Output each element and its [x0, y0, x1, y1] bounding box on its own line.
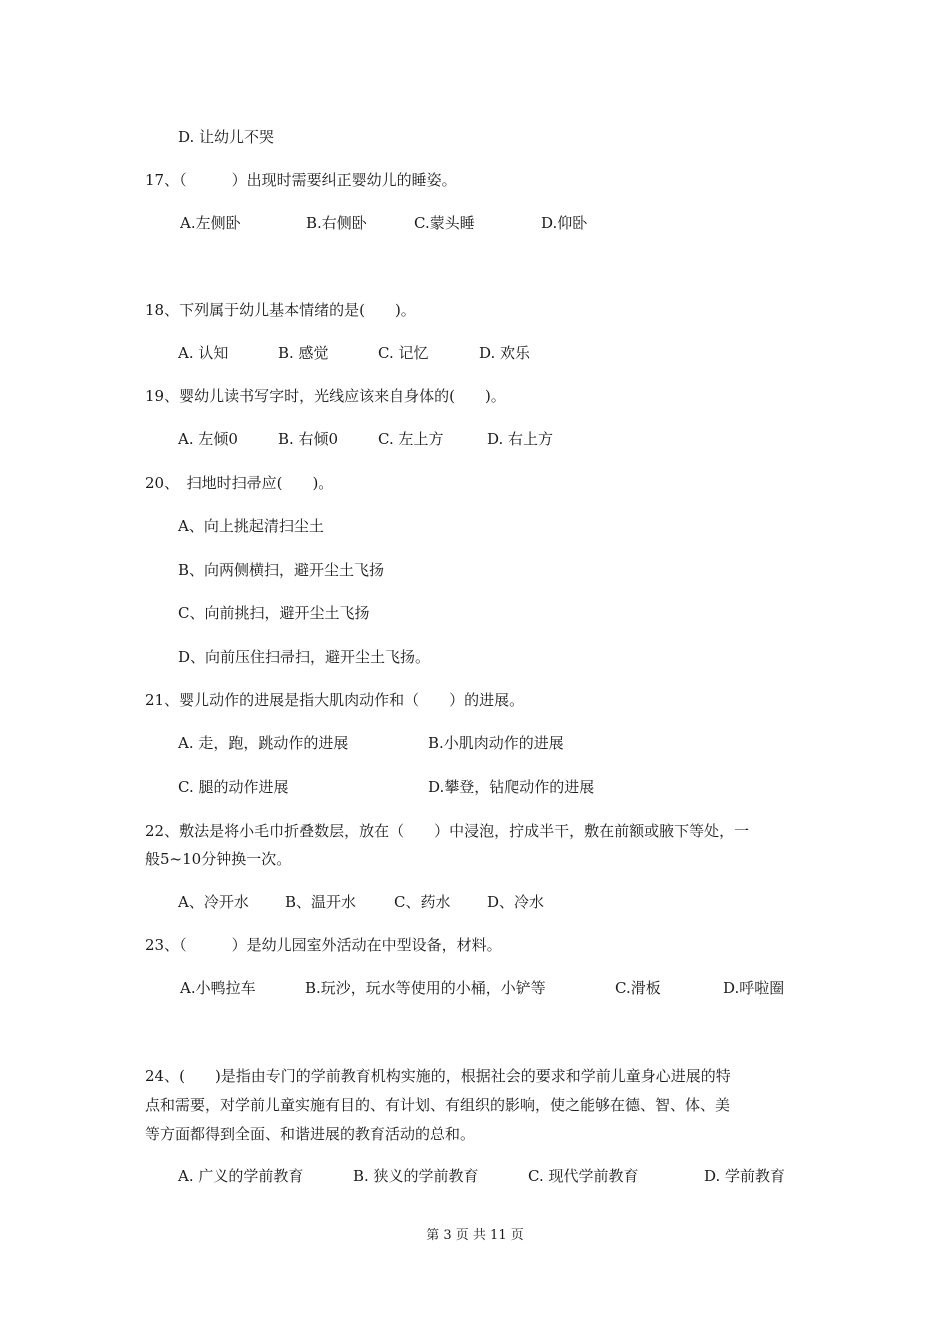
q24-stem-line-3: 等方面都得到全面、和谐进展的教育活动的总和。	[145, 1125, 476, 1143]
page-number: 第 3 页 共 11 页	[426, 1228, 524, 1243]
q18-option-d: D. 欢乐	[479, 344, 531, 362]
q20-option-d: D、向前压住扫帚扫，避开尘土飞扬。	[178, 648, 431, 666]
q17-option-a: A.左侧卧	[180, 214, 241, 232]
q20-option-b: B、向两侧横扫，避开尘土飞扬	[178, 561, 385, 579]
q18-option-c: C. 记忆	[378, 344, 429, 362]
q18-option-a: A. 认知	[178, 344, 229, 362]
q20-option-c: C、向前挑扫，避开尘土飞扬	[178, 604, 370, 622]
q21-option-d: D.攀登，钻爬动作的进展	[428, 778, 595, 796]
q24-stem-line-1: 24、( )是指由专门的学前教育机构实施的，根据社会的要求和学前儿童身心进展的特	[145, 1067, 731, 1085]
q19-option-a: A. 左倾0	[178, 430, 238, 448]
q19-stem: 19、婴幼儿读书写字时，光线应该来自身体的( )。	[145, 387, 506, 405]
q17-option-b: B.右侧卧	[306, 214, 367, 232]
q16-option-d: D. 让幼儿不哭	[178, 128, 275, 146]
q18-stem: 18、下列属于幼儿基本情绪的是( )。	[145, 301, 416, 319]
q23-stem: 23、（ ）是幼儿园室外活动在中型设备，材料。	[145, 936, 502, 954]
q19-option-d: D. 右上方	[487, 430, 554, 448]
q17-stem: 17、（ ）出现时需要纠正婴幼儿的睡姿。	[145, 171, 457, 189]
q22-option-c: C、药水	[394, 893, 451, 911]
q18-option-b: B. 感觉	[278, 344, 329, 362]
q19-option-b: B. 右倾0	[278, 430, 339, 448]
q24-option-b: B. 狭义的学前教育	[353, 1167, 479, 1185]
q23-option-b: B.玩沙，玩水等使用的小桶，小铲等	[305, 979, 546, 997]
q19-option-c: C. 左上方	[378, 430, 444, 448]
q22-option-a: A、冷开水	[178, 893, 249, 911]
q22-stem-line-2: 般5~10分钟换一次。	[145, 850, 292, 868]
q20-option-a: A、向上挑起清扫尘土	[178, 517, 324, 535]
q21-option-c: C. 腿的动作进展	[178, 778, 289, 796]
q20-stem: 20、 扫地时扫帚应( )。	[145, 474, 334, 492]
q17-option-d: D.仰卧	[541, 214, 588, 232]
q21-option-b: B.小肌肉动作的进展	[428, 734, 564, 752]
q23-option-d: D.呼啦圈	[723, 979, 785, 997]
q21-stem: 21、婴儿动作的进展是指大肌肉动作和（ ）的进展。	[145, 691, 525, 709]
q17-option-c: C.蒙头睡	[414, 214, 475, 232]
q21-option-a: A. 走，跑，跳动作的进展	[178, 734, 349, 752]
q24-option-a: A. 广义的学前教育	[178, 1167, 304, 1185]
q22-option-b: B、温开水	[285, 893, 357, 911]
q23-option-a: A.小鸭拉车	[180, 979, 256, 997]
q24-option-c: C. 现代学前教育	[528, 1167, 639, 1185]
q24-option-d: D. 学前教育	[704, 1167, 786, 1185]
q24-stem-line-2: 点和需要，对学前儿童实施有目的、有计划、有组织的影响，使之能够在德、智、体、美	[145, 1096, 731, 1114]
q22-option-d: D、冷水	[487, 893, 545, 911]
q22-stem-line-1: 22、敷法是将小毛巾折叠数层，放在（ ）中浸泡，拧成半干，敷在前额或腋下等处，一	[145, 822, 750, 840]
q23-option-c: C.滑板	[615, 979, 661, 997]
